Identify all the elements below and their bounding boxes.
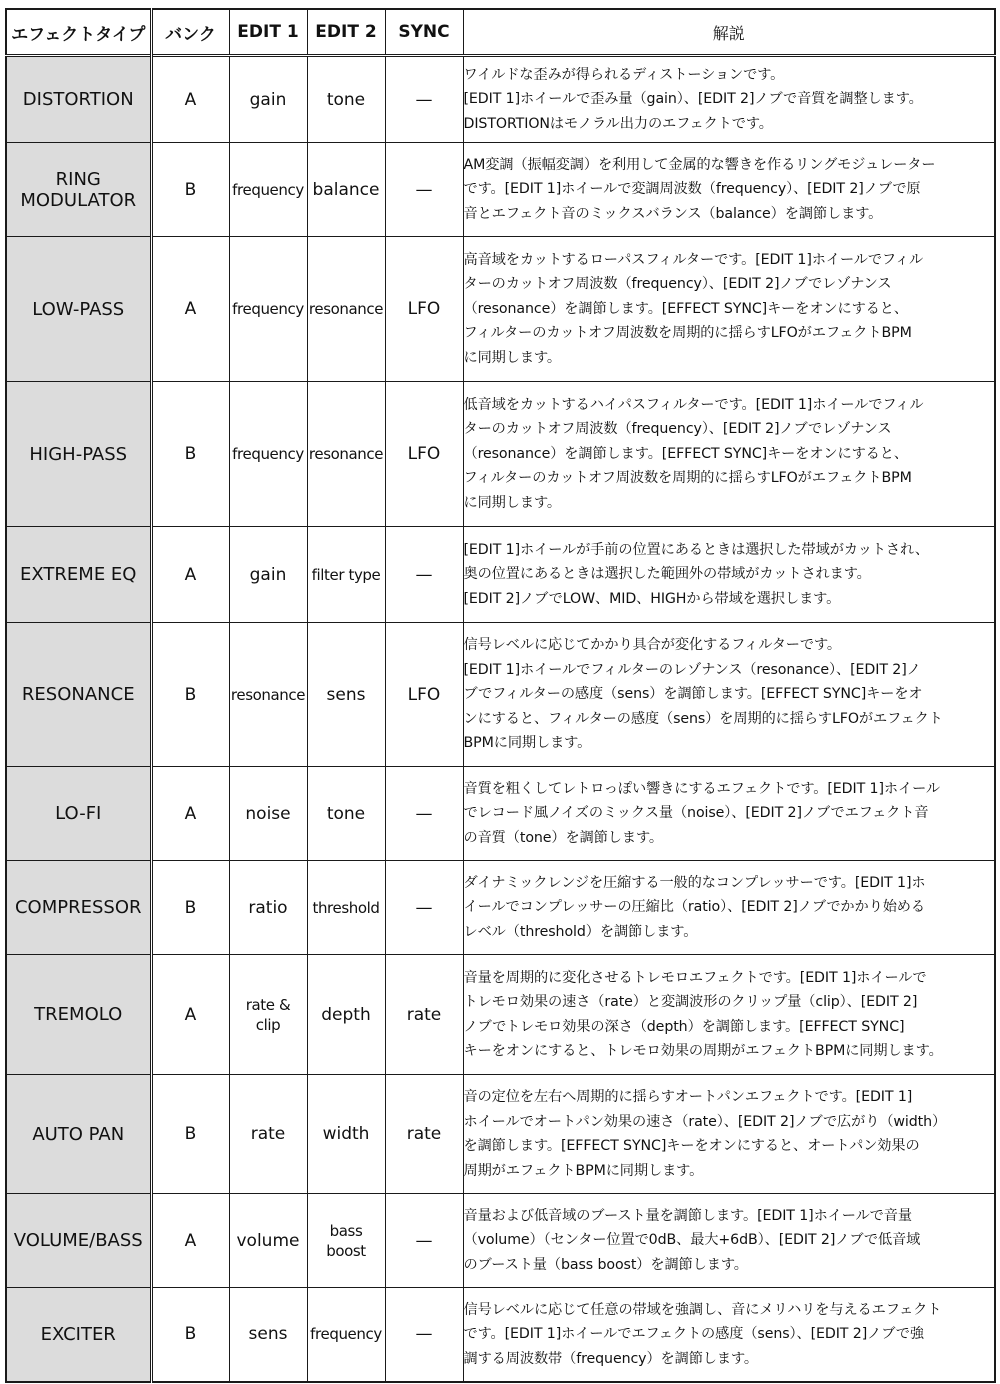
sync-text: LFO [407,444,441,464]
description-line: [EDIT 1]ホイールでフィルターのレゾナンス（resonance）、[EDIT 2]ノ [463,661,921,678]
sync-cell [385,143,463,237]
table-row [6,767,995,861]
effect-name-cell [6,1075,151,1194]
edit2-text: threshold [312,898,380,917]
description-line: （resonance）を調節します。[EFFECT SYNC]キーをオンにすると、 [463,300,908,317]
edit2-text: resonance [308,445,384,463]
description-line: 調する周波数帯（frequency）を調節します。 [463,1350,759,1367]
description-line: ターのカットオフ周波数（frequency）、[EDIT 2]ノブでレゾナンス [463,421,892,438]
sync-text: — [415,803,433,824]
header-effect-type: エフェクトタイプ [6,9,151,56]
description-line: （resonance）を調節します。[EFFECT SYNC]キーをオンにすると、 [463,445,908,462]
description-cell [463,1288,995,1382]
description-line: AM変調（振幅変調）を利用して金属的な響きを作るリングモジュレーター [463,156,936,173]
description-line: に同期します。 [463,494,561,511]
edit2-text: tone [326,803,366,824]
description-line: を調節します。[EFFECT SYNC]キーをオンにすると、オートパン効果の [463,1138,920,1154]
description-line: [EDIT 1]ホイールで歪み量（gain）、[EDIT 2]ノブで音質を調整します。 [463,91,923,108]
header-bank: バンク [151,9,229,56]
sync-cell [385,1288,463,1382]
bank-text: A [184,1230,197,1251]
description-line: ンにすると、フィルターの感度（sens）を周期的に揺らすLFOがエフェクト [463,710,943,727]
effect-name-cell [6,56,151,143]
bank-cell [151,1194,229,1288]
name-text: DISTORTION [22,89,134,110]
bank-cell [151,527,229,623]
edit2-cell [307,955,385,1075]
description-cell [463,861,995,955]
edit2-cell [307,1194,385,1288]
effect-name-cell [6,143,151,237]
description-line: 高音域をカットするローパスフィルターです。[EDIT 1]ホイールでフィル [463,251,924,268]
name-text: AUTO PAN [32,1123,125,1145]
description-line: トレモロ効果の速さ（rate）と変調波形のクリップ量（clip）、[EDIT 2] [463,994,918,1010]
edit2-text: sens [326,684,366,705]
description-line: フィルターのカットオフ周波数を周期的に揺らすLFOがエフェクトBPM [463,325,912,342]
bank-cell [151,143,229,237]
effect-name-cell [6,237,151,382]
description-line: の音質（tone）を調節します。 [463,829,663,846]
name-text: RING [55,168,101,190]
effect-name-cell [6,1194,151,1288]
edit1-cell [229,861,307,955]
description-line: ターのカットオフ周波数（frequency）、[EDIT 2]ノブでレゾナンス [463,276,892,293]
description-cell [463,623,995,767]
table-row [6,527,995,623]
sync-text: — [415,1230,433,1251]
edit1-text: clip [255,1015,281,1034]
description-cell [463,56,995,143]
edit1-text: sens [248,1324,288,1345]
effects-table [5,8,996,1383]
edit2-text: depth [321,1004,371,1025]
edit2-text: frequency [310,1325,382,1344]
name-text: LOW-PASS [32,298,125,320]
edit1-cell [229,767,307,861]
name-text: TREMOLO [34,1004,123,1025]
description-line: です。[EDIT 1]ホイールでエフェクトの感度（sens）、[EDIT 2]ノブで強 [463,1326,924,1342]
description-line: [EDIT 1]ホイールが手前の位置にあるときは選択した帯域がカットされ、 [463,541,930,558]
table-header [6,9,995,56]
edit2-text: tone [326,89,366,110]
edit2-cell [307,382,385,527]
name-text: HIGH-PASS [29,443,128,465]
edit2-cell [307,237,385,382]
sync-text: — [415,564,433,585]
edit2-cell [307,861,385,955]
edit2-cell [307,1075,385,1194]
name-text: VOLUME/BASS [13,1230,143,1251]
description-line: に同期します。 [463,349,561,366]
table-row [6,143,995,237]
effect-name-cell [6,623,151,767]
description-cell [463,1194,995,1288]
description-line: 音とエフェクト音のミックスバランス（balance）を調節します。 [463,205,883,222]
bank-cell [151,767,229,861]
description-cell [463,955,995,1075]
bank-cell [151,861,229,955]
effect-name-cell [6,527,151,623]
edit1-cell [229,1288,307,1382]
sync-text: — [415,179,433,200]
sync-text: rate [406,1124,442,1144]
edit1-cell [229,1194,307,1288]
edit1-cell [229,143,307,237]
description-line: ノブでトレモロ効果の深さ（depth）を調節します。[EFFECT SYNC] [463,1018,905,1035]
description-cell [463,382,995,527]
table-row [6,1075,995,1194]
description-line: 音質を粗くしてレトロっぽい響きにするエフェクトです。[EDIT 1]ホイール [463,780,940,797]
table-row [6,1194,995,1288]
sync-cell [385,237,463,382]
bank-text: B [184,1324,197,1345]
edit1-text: frequency [232,180,304,199]
sync-cell [385,382,463,527]
description-line: 音量を周期的に変化させるトレモロエフェクトです。[EDIT 1]ホイールで [463,969,927,986]
sync-text: — [415,1324,433,1345]
effect-name-cell [6,767,151,861]
edit1-text: gain [249,89,287,110]
edit2-cell [307,767,385,861]
edit2-text: filter type [311,565,381,584]
bank-text: B [184,897,197,918]
description-line: ホイールでオートパン効果の速さ（rate）、[EDIT 2]ノブで広がり（width） [463,1113,947,1130]
bank-text: A [184,564,197,585]
description-line: （volume）（センター位置で0dB、最大+6dB）、[EDIT 2]ノブで低音域 [463,1232,921,1249]
edit2-cell [307,56,385,143]
table-row [6,955,995,1075]
sync-text: LFO [407,684,441,705]
description-line: 奥の位置にあるときは選択した範囲外の帯域がカットされます。 [463,566,871,583]
name-text: EXCITER [40,1323,116,1345]
edit2-text: bass [329,1221,363,1240]
description-line: DISTORTIONはモノラル出力のエフェクトです。 [463,115,773,132]
sync-cell [385,527,463,623]
description-line: 周期がエフェクトBPMに同期します。 [463,1162,704,1179]
edit2-cell [307,143,385,237]
edit1-text: resonance [230,685,306,704]
sync-text: — [415,897,433,918]
sync-text: LFO [407,299,441,319]
table-row [6,237,995,382]
table-row [6,1288,995,1382]
bank-text: A [184,1004,197,1025]
edit2-text: boost [326,1241,366,1260]
description-line: BPMに同期します。 [463,735,592,752]
bank-text: A [184,299,197,319]
edit1-cell [229,955,307,1075]
header-edit2: EDIT 2 [307,9,385,56]
effect-name-cell [6,1288,151,1382]
description-line: ダイナミックレンジを圧縮する一般的なコンプレッサーです。[EDIT 1]ホ [463,874,926,891]
effect-name-cell [6,382,151,527]
description-cell [463,1075,995,1194]
edit1-text: gain [249,564,287,585]
description-line: 低音域をカットするハイパスフィルターです。[EDIT 1]ホイールでフィル [463,396,924,413]
edit2-cell [307,1288,385,1382]
description-line: 信号レベルに応じて任意の帯域を強調し、音にメリハリを与えるエフェクト [463,1301,942,1318]
description-line: でレコード風ノイズのミックス量（noise）、[EDIT 2]ノブでエフェクト音 [463,805,929,822]
description-cell [463,237,995,382]
sync-cell [385,623,463,767]
table-row [6,382,995,527]
header-edit1: EDIT 1 [229,9,307,56]
edit1-text: noise [245,803,291,824]
bank-cell [151,56,229,143]
bank-text: B [184,179,197,200]
edit1-cell [229,623,307,767]
bank-text: B [184,444,197,464]
sync-cell [385,1075,463,1194]
description-line: キーをオンにすると、トレモロ効果の周期がエフェクトBPMに同期します。 [463,1043,943,1059]
name-text: RESONANCE [21,684,135,705]
bank-text: A [184,803,197,824]
name-text: MODULATOR [20,189,137,211]
header-description: 解説 [463,9,995,56]
edit1-cell [229,1075,307,1194]
sync-cell [385,861,463,955]
table-row [6,56,995,143]
edit1-text: rate & [245,995,291,1014]
description-line: 音量および低音域のブースト量を調節します。[EDIT 1]ホイールで音量 [463,1207,912,1224]
edit1-text: frequency [232,300,304,318]
table-row [6,623,995,767]
edit2-text: width [322,1124,370,1144]
description-line: フィルターのカットオフ周波数を周期的に揺らすLFOがエフェクトBPM [463,470,912,487]
edit1-text: volume [236,1230,300,1251]
sync-text: — [415,89,433,110]
sync-cell [385,767,463,861]
description-line: ブでフィルターの感度（sens）を調節します。[EFFECT SYNC]キーをオ [463,686,923,703]
edit1-text: rate [250,1124,286,1144]
edit1-cell [229,382,307,527]
bank-text: B [184,1124,197,1144]
name-text: EXTREME EQ [20,564,137,585]
effect-name-cell [6,861,151,955]
header-sync: SYNC [385,9,463,56]
edit1-cell [229,56,307,143]
edit1-cell [229,527,307,623]
edit2-text: resonance [308,300,384,318]
table-body [6,56,995,1382]
effect-name-cell [6,955,151,1075]
description-cell [463,527,995,623]
bank-cell [151,1075,229,1194]
bank-cell [151,1288,229,1382]
edit2-cell [307,527,385,623]
description-line: イールでコンプレッサーの圧縮比（ratio）、[EDIT 2]ノブでかかり始める [463,899,925,916]
bank-text: A [184,89,197,110]
description-line: [EDIT 2]ノブでLOW、MID、HIGHから帯域を選択します。 [463,590,841,607]
sync-cell [385,56,463,143]
bank-cell [151,237,229,382]
description-line: のブースト量（bass boost）を調節します。 [463,1256,748,1273]
description-cell [463,143,995,237]
description-line: ワイルドな歪みが得られるディストーションです。 [463,66,785,83]
edit1-text: frequency [232,445,304,463]
sync-text: rate [406,1004,442,1025]
name-text: LO-FI [55,803,102,824]
description-cell [463,767,995,861]
name-text: COMPRESSOR [14,897,142,918]
description-line: 音の定位を左右へ周期的に揺らすオートパンエフェクトです。[EDIT 1] [463,1089,913,1105]
sync-cell [385,1194,463,1288]
bank-cell [151,955,229,1075]
bank-cell [151,382,229,527]
bank-text: B [184,684,197,705]
edit1-text: ratio [248,897,288,918]
table-row [6,861,995,955]
sync-cell [385,955,463,1075]
edit2-cell [307,623,385,767]
description-line: です。[EDIT 1]ホイールで変調周波数（frequency）、[EDIT 2]ノブで原 [463,181,921,198]
description-line: レベル（threshold）を調節します。 [463,923,698,940]
description-line: 信号レベルに応じてかかり具合が変化するフィルターです。 [463,637,842,654]
edit1-cell [229,237,307,382]
bank-cell [151,623,229,767]
edit2-text: balance [312,179,380,200]
